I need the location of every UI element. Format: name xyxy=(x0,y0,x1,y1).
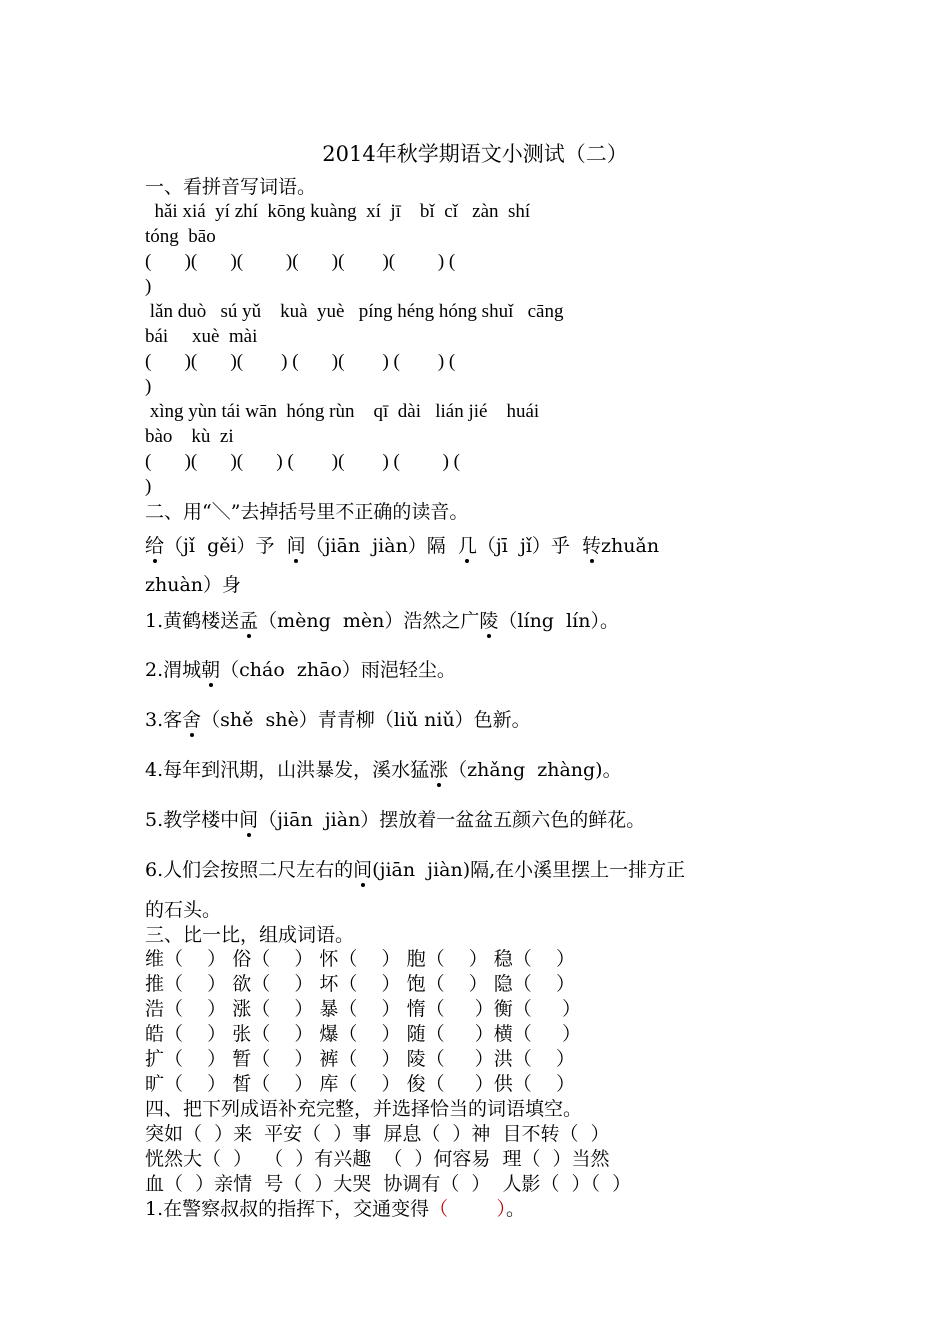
dotted-char: 舍 xyxy=(182,709,202,731)
pinyin-row: hǎi xiá yí zhí kōng kuàng xí jī bǐ cǐ zàn shí xyxy=(145,201,531,222)
pronunciation-line xyxy=(145,534,659,558)
dotted-char: 间 xyxy=(353,859,373,881)
idiom-row: 恍然大（ ） （ ）有兴趣 （ ）何容易 理（ ）当然 xyxy=(145,1148,610,1170)
compare-row: 皓（ ） 张（ ） 爆（ ） 随（ ）横（ ） xyxy=(145,1023,581,1045)
pronunciation-line: zhuàn）身 xyxy=(145,574,242,596)
answer-blank[interactable]: （ ） xyxy=(429,1198,506,1220)
question-text: 4.每年到汛期，山洪暴发，溪水猛 xyxy=(145,759,430,781)
compare-row: 推（ ） 欲（ ） 坏（ ） 饱（ ） 隐（ ） xyxy=(145,973,575,995)
pinyin-row: bái xuè mài xyxy=(145,326,258,347)
answer-blanks-row: ( )( )( ) ( )( ) ( ) ( xyxy=(145,351,456,372)
question-text: (jiān jiàn)隔,在小溪里摆上一排方正 xyxy=(372,859,686,881)
reading-options: （jiān jiàn）隔 xyxy=(305,535,458,557)
question-text: （cháo zhāo）雨浥轻尘。 xyxy=(220,659,456,681)
question-text: 3.客 xyxy=(145,709,183,731)
pinyin-row: xìng yùn tái wān hóng rùn qī dài lián jié huái xyxy=(145,401,540,422)
question-text: （líng lín）。 xyxy=(498,610,619,632)
pinyin-row: tóng bāo xyxy=(145,226,216,247)
pinyin-row: bào kù zi xyxy=(145,426,234,447)
section-1-heading: 一、看拼音写词语。 xyxy=(145,176,317,198)
section-2-heading: 二、用“＼”去掉括号里不正确的读音。 xyxy=(145,501,469,523)
dotted-char: 几 xyxy=(457,535,477,557)
question-text: 5.教学楼中 xyxy=(145,809,240,831)
page-title: 2014年秋学期语文小测试（二） xyxy=(322,142,628,166)
answer-blanks-row: ( )( )( )( )( )( ) ( xyxy=(145,251,456,272)
compare-row: 旷（ ） 皙（ ） 库（ ） 俊（ ）供（ ） xyxy=(145,1073,575,1095)
dotted-char: 孟 xyxy=(239,610,259,632)
question-text: 6.人们会按照二尺左右的 xyxy=(145,859,354,881)
dotted-char: 涨 xyxy=(429,759,449,781)
idiom-row: 血（ ）亲情 号（ ）大哭 协调有（ ） 人影（ ）（ ） xyxy=(145,1173,632,1195)
question-text: 2.渭城 xyxy=(145,659,202,681)
reading-options: （jī jǐ）乎 xyxy=(476,535,583,557)
question-text: （zhǎng zhàng)。 xyxy=(448,759,622,781)
compare-row: 维（ ） 俗（ ） 怀（ ） 胞（ ） 稳（ ） xyxy=(145,948,575,970)
dotted-char: 间 xyxy=(286,535,306,557)
dotted-char: 间 xyxy=(239,809,259,831)
question-text: （jiān jiàn）摆放着一盆盆五颜六色的鲜花。 xyxy=(258,809,646,831)
question-5 xyxy=(145,808,645,832)
section-4-heading: 四、把下列成语补充完整，并选择恰当的词语填空。 xyxy=(145,1098,583,1120)
answer-blanks-row: ) xyxy=(145,276,152,297)
dotted-char: 陵 xyxy=(479,610,499,632)
dotted-char: 朝 xyxy=(201,659,221,681)
reading-options: （jǐ gěi）予 xyxy=(164,535,287,557)
question-4 xyxy=(145,758,622,782)
answer-blanks-row: ) xyxy=(145,376,152,397)
pinyin-row: lǎn duò sú yǔ kuà yuè píng héng hóng shuǐ cāng xyxy=(145,301,564,322)
section-3-heading: 三、比一比，组成词语。 xyxy=(145,924,355,946)
question-text: 1.在警察叔叔的指挥下，交通变得 xyxy=(145,1198,430,1220)
idiom-row: 突如（ ）来 平安（ ）事 屏息（ ）神 目不转（ ） xyxy=(145,1123,610,1145)
answer-blanks-row: ( )( )( ) ( )( ) ( ) ( xyxy=(145,451,461,472)
question-6 xyxy=(145,858,685,882)
fill-question-1 xyxy=(145,1197,525,1221)
dotted-char: 给 xyxy=(145,535,165,557)
question-2 xyxy=(145,658,456,682)
question-1 xyxy=(145,609,619,633)
question-6-continued: 的石头。 xyxy=(145,899,222,921)
dotted-char: 转 xyxy=(582,535,602,557)
answer-blanks-row: ) xyxy=(145,476,152,497)
question-3 xyxy=(145,708,531,732)
compare-row: 浩（ ） 涨（ ） 暴（ ） 惰（ ）衡（ ） xyxy=(145,998,581,1020)
question-text: 1.黄鹤楼送 xyxy=(145,610,240,632)
question-text: （shě shè）青青柳（liǔ niǔ）色新。 xyxy=(201,709,531,731)
compare-row: 扩（ ） 暂（ ） 裤（ ） 陵（ ）洪（ ） xyxy=(145,1048,575,1070)
question-text: 。 xyxy=(505,1198,525,1220)
question-text: （mèng mèn）浩然之广 xyxy=(258,610,480,632)
reading-options: zhuǎn xyxy=(601,535,660,557)
